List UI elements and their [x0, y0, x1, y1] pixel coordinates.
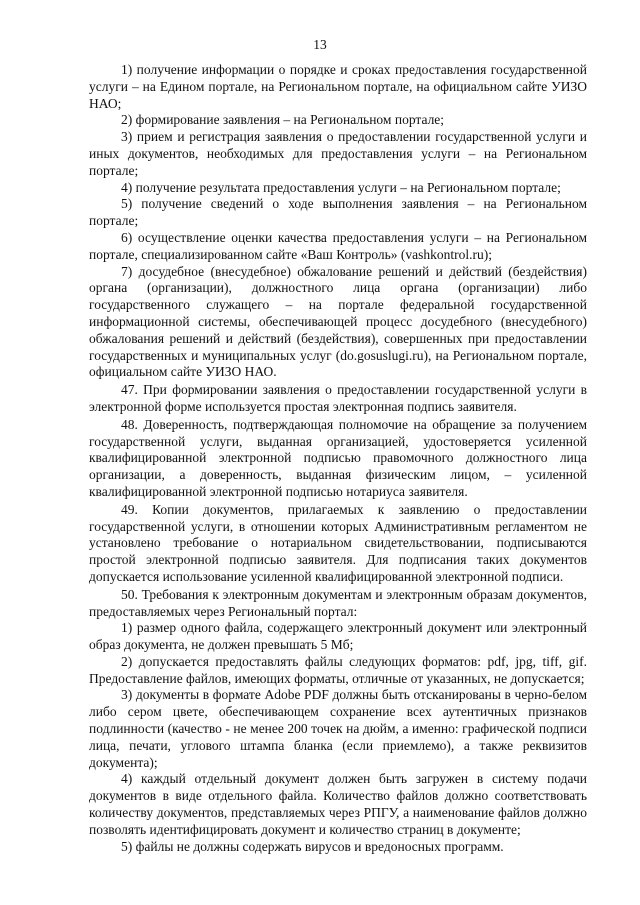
list-item-registration: 3) прием и регистрация заявления о предоставлении государственной услуги и иных документов, необходимых для предоставления услуги – на Региональном портале;	[89, 129, 587, 178]
list-item-no-viruses: 5) файлы не должны содержать вирусов и вредоносных программ.	[121, 838, 504, 854]
page-number: 13	[313, 37, 327, 52]
list-item-file-size: 1) размер одного файла, содержащего электронный документ или электронный образ документа, не должен превышать 5 Мб;	[89, 620, 587, 653]
paragraph-48: 48. Доверенность, подтверждающая полномочие на обращение за получением государственной услуги, выданная организацией, удостоверяется усиленной квалифицированной электронной подписью правомочного должностного лица организации, а доверенность, выданная физическим лицом, – усиленной квалифицированной электронной подписью нотариуса заявителя.	[89, 416, 587, 499]
list-item-application-forming: 2) формирование заявления – на Региональном портале;	[121, 112, 445, 128]
list-item-scan-quality: 3) документы в формате Adobe PDF должны быть отсканированы в черно-белом либо сером цвете, обеспечивающем сохранение всех аутентичных признаков подлинности (качество - не менее 200 точек на дюйм, а именно: графической подписи лица, печати, углового штампа бланка (если приемлемо), а также реквизитов документа);	[89, 687, 587, 770]
paragraph-49: 49. Копии документов, прилагаемых к заявлению о предоставлении государственной услуги, в отношении которых Административным регламентом не установлено требование о нотариальном свидетельствовании, подписываются простой электронной подписью заявителя. Для подписания таких документов допускается использование усиленной квалифицированной электронной подписи.	[89, 501, 587, 584]
list-item-portal-info: 1) получение информации о порядке и сроках предоставления государственной услуги – на Едином портале, на Региональном портале, на официальном сайте УИЗО НАО;	[89, 62, 587, 111]
list-item-file-formats: 2) допускается предоставлять файлы следующих форматов: pdf, jpg, tiff, gif. Предоставление файлов, имеющих форматы, отличные от указанных, не допускается;	[89, 653, 587, 686]
document-body	[89, 62, 587, 855]
paragraph-50: 50. Требования к электронным документам и электронным образам документов, предоставляемых через Региональный портал:	[89, 586, 587, 619]
list-item-status-info: 5) получение сведений о ходе выполнения заявления – на Региональном портале;	[89, 196, 587, 229]
list-item-separate-files: 4) каждый отдельный документ должен быть загружен в систему подачи документов в виде отдельного файла. Количество файлов должно соответствовать количеству документов, представляемых через РПГУ, а наименование файлов должно позволять идентифицировать документ и количество страниц в документе;	[89, 771, 587, 837]
list-item-result-receipt: 4) получение результата предоставления услуги – на Региональном портале;	[121, 179, 561, 195]
paragraph-47: 47. При формировании заявления о предоставлении государственной услуги в электронной форме используется простая электронная подпись заявителя.	[89, 382, 587, 414]
list-item-appeal: 7) досудебное (внесудебное) обжалование решений и действий (бездействия) органа (организации), должностного лица органа (организации) либо государственного служащего – на портале федеральной государственной информационной системы, обеспечивающей процесс досудебного (внесудебного) обжалования решений и действий (бездействия), совершенных при предоставлении государственных и муниципальных услуг (do.gosuslugi.ru), на Региональном портале, официальном сайте УИЗО НАО.	[89, 263, 587, 380]
list-item-quality-assessment: 6) осуществление оценки качества предоставления услуги – на Региональном портале, специализированном сайте «Ваш Контроль» (vashkontrol.ru);	[89, 229, 587, 262]
